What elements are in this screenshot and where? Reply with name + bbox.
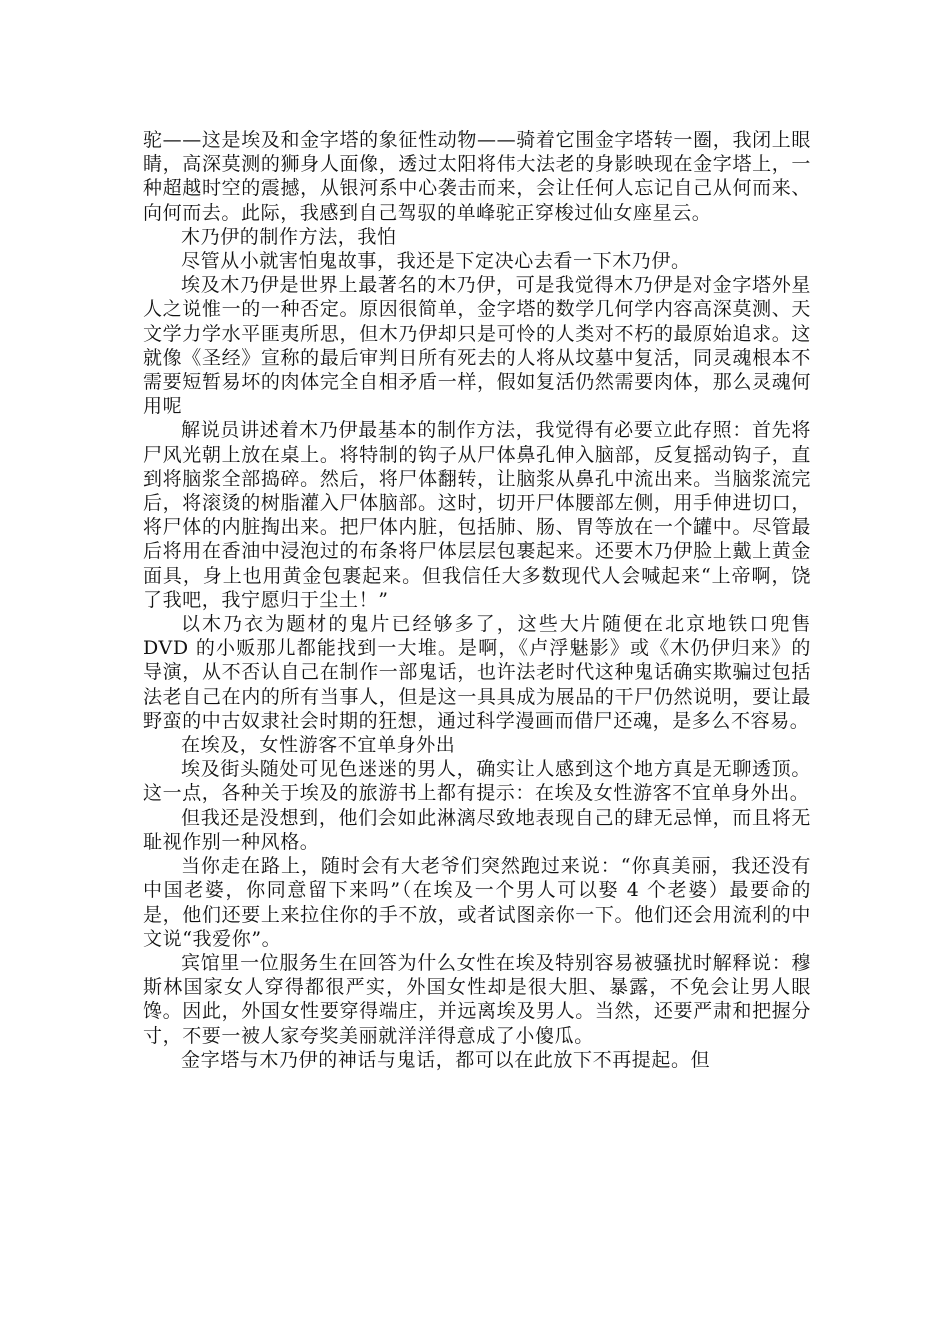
paragraph-mummy-method: 解说员讲述着木乃伊最基本的制作方法，我觉得有必要立此存照：首先将尸风光朝上放在桌上。将特制的钩子从尸体鼻孔伸入脑部，反复摇动钩子，直到将脑浆全部捣碎。然后，将尸体翻转，让脑浆从鼻孔中流出来。当脑浆流完后，将滚烫的树脂灌入尸体脑部。这时，切开尸体腰部左侧，用手伸进切口，将尸体的内脏掏出来。把尸体内脏，包括肺、肠、胃等放在一个罐中。尽管最后将用在香油中浸泡过的布条将尸体层层包裹起来。还要木乃伊脸上戴上黄金面具，身上也用黄金包裹起来。但我信任大多数现代人会喊起来“上帝啊，饶了我吧，我宁愿归于尘土！” (143, 419, 811, 611)
section-heading-female-travelers: 在埃及，女性游客不宜单身外出 (181, 734, 456, 757)
paragraph-fear-ghost-stories: 尽管从小就害怕鬼故事，我还是下定决心去看一下木乃伊。 (181, 250, 691, 273)
document-body (143, 128, 811, 1072)
paragraph-mummy-films: 以木乃衣为题材的鬼片已经够多了，这些大片随便在北京地铁口兜售 DVD 的小贩那儿都能找到一大堆。是啊，《卢浮魅影》或《木仍伊归来》的导演，从不否认自己在制作一部鬼话，也许法老时代这种鬼话确实欺骗过包括法老自己在内的所有当事人，但是这一具具成为展品的干尸仍然说明，要让最野蛮的中古奴隶社会时期的狂想，通过科学漫画而借尸还魂，是多么不容易。 (143, 613, 811, 732)
paragraph-hotel-waiter: 宾馆里一位服务生在回答为什么女性在埃及特别容易被骚扰时解释说：穆斯林国家女人穿得都很严实，外国女性却是很大胆、暴露，不免会让男人眼馋。因此，外国女性要穿得端庄，并远离埃及男人。当然，还要严肃和把握分寸，不要一被人家夸奖美丽就洋洋得意成了小傻瓜。 (143, 951, 811, 1047)
section-heading-mummy-making: 木乃伊的制作方法，我怕 (181, 225, 397, 248)
paragraph-closing: 金字塔与木乃伊的神话与鬼话，都可以在此放下不再提起。但 (181, 1048, 711, 1071)
paragraph-unexpected: 但我还是没想到，他们会如此淋漓尽致地表现自己的肆无忌惮，而且将无耻视作别一种风格。 (143, 806, 811, 853)
paragraph-harassment: 当你走在路上，随时会有大老爷们突然跑过来说：“你真美丽，我还没有中国老婆，你同意留下来吗”（在埃及一个男人可以娶 4 个老婆）最要命的是，他们还要上来拉住你的手不放，或者试图亲你一下。他们还会用流利的中文说“我爱你”。 (143, 855, 811, 950)
paragraph-egyptian-mummy: 埃及木乃伊是世界上最著名的木乃伊，可是我觉得木乃伊是对金字塔外星人之说惟一的一种否定。原因很简单，金字塔的数学几何学内容高深莫测、天文学力学水平匪夷所思，但木乃伊却只是可怜的人类对不朽的最原始追求。这就像《圣经》宣称的最后审判日所有死去的人将从坟墓中复活，同灵魂根本不需要短暂易坏的肉体完全自相矛盾一样，假如复活仍然需要肉体，那么灵魂何用呢 (143, 274, 811, 418)
paragraph-street-men: 埃及街头随处可见色迷迷的男人，确实让人感到这个地方真是无聊透顶。这一点，各种关于埃及的旅游书上都有提示：在埃及女性游客不宜单身外出。 (143, 758, 811, 805)
paragraph-camel-ride: 驼——这是埃及和金字塔的象征性动物——骑着它围金字塔转一圈，我闭上眼睛，高深莫测的狮身人面像，透过太阳将伟大法老的身影映现在金字塔上，一种超越时空的震撼，从银河系中心袭击而来，会让任何人忘记自己从何而来、向何而去。此际，我感到自己驾驭的单峰驼正穿梭过仙女座星云。 (143, 129, 811, 224)
